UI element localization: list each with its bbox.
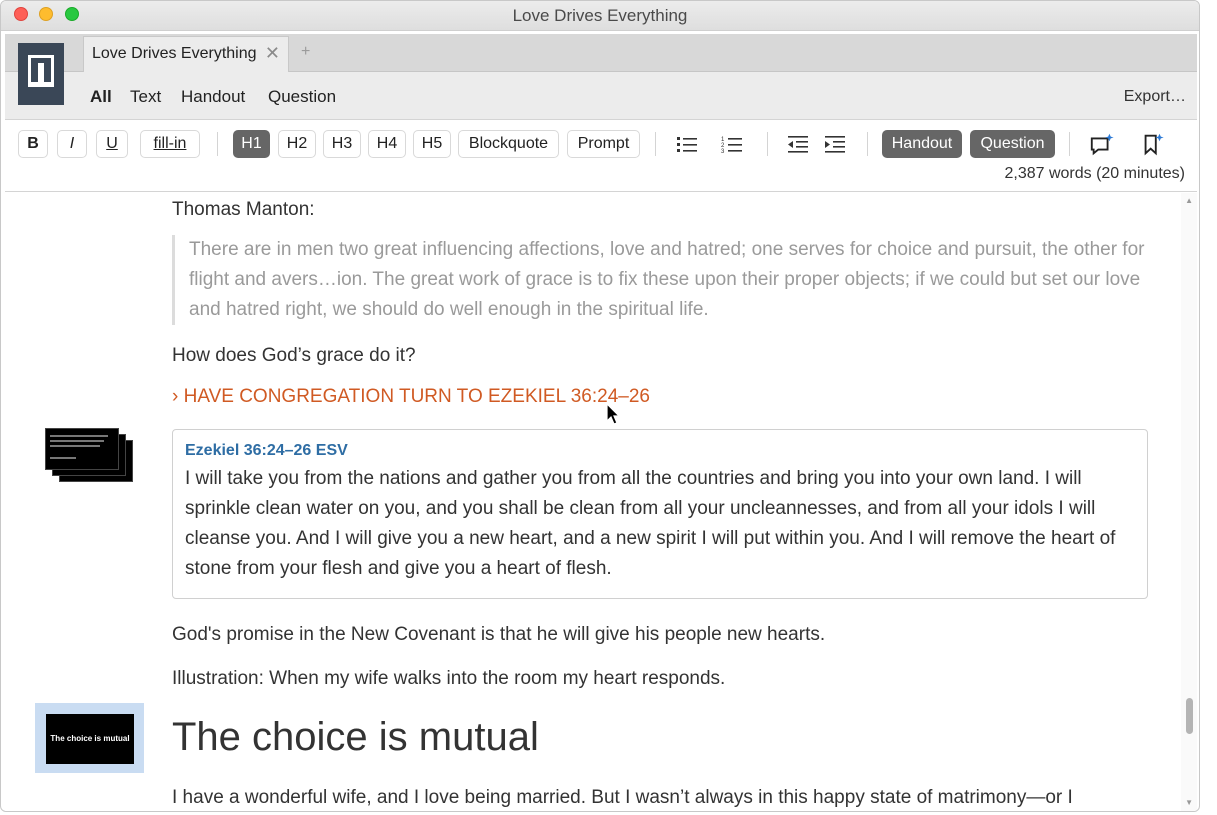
fill-in-button[interactable]: fill-in <box>140 130 200 158</box>
indent-icon[interactable] <box>822 132 848 156</box>
add-comment-icon[interactable] <box>1089 132 1115 156</box>
scripture-text: I will take you from the nations and gather you from all the countries and bring you into your own land. I will sprinkle clean water on you, and you shall be clean from all your uncleannesses, and from all your idols I will cleanse you. And I will give you a new heart, and a new spirit I will put within you. And I will remove the heart of stone from your flesh and give you a heart of flesh. <box>185 468 1116 579</box>
word-count: 2,387 words (20 minutes) <box>1004 165 1185 182</box>
numbered-list-icon[interactable] <box>720 132 746 156</box>
scroll-down-arrow-icon[interactable]: ▼ <box>1185 798 1193 807</box>
add-bookmark-icon[interactable] <box>1140 132 1166 156</box>
speaker-paragraph[interactable]: Thomas Manton: <box>172 199 315 220</box>
export-button[interactable]: Export… <box>1123 88 1186 105</box>
heading-slide-thumbnail[interactable] <box>35 703 144 773</box>
filter-question[interactable]: Question <box>268 87 337 106</box>
section-heading[interactable]: The choice is mutual <box>172 715 539 759</box>
underline-button[interactable]: U <box>96 130 128 158</box>
scroll-thumb[interactable] <box>1186 698 1193 734</box>
h4-button[interactable]: H4 <box>368 130 406 158</box>
document-editor[interactable] <box>5 193 1197 812</box>
toolbar-divider <box>767 132 768 156</box>
h3-button[interactable]: H3 <box>323 130 361 158</box>
handout-button[interactable]: Handout <box>882 130 962 158</box>
prompt-button[interactable]: Prompt <box>567 130 640 158</box>
filter-bar <box>5 72 1197 120</box>
bulleted-list-icon[interactable] <box>675 132 701 156</box>
toolbar-divider <box>867 132 868 156</box>
blockquote-button[interactable]: Blockquote <box>458 130 559 158</box>
blockquote-paragraph[interactable]: There are in men two great influencing affections, love and hatred; one serves for choice and pursuit, the other for flight and avers…ion. The great work of grace is to fix these upon their proper objects; if we could but set our love and hatred right, we should do well enough in the spiritual life. <box>172 235 1152 325</box>
mouse-pointer-icon <box>606 403 622 427</box>
document-tab-label: Love Drives Everything <box>92 45 257 62</box>
app-logo-icon[interactable] <box>18 43 64 105</box>
svg-text:2: 2 <box>721 143 725 149</box>
toolbar-divider <box>217 132 218 156</box>
bold-button[interactable]: B <box>18 130 48 158</box>
vertical-scrollbar[interactable] <box>1181 193 1197 812</box>
h5-button[interactable]: H5 <box>413 130 451 158</box>
formatting-toolbar <box>5 120 1197 192</box>
toolbar-divider <box>655 132 656 156</box>
filter-handout[interactable]: Handout <box>181 87 246 106</box>
question-button[interactable]: Question <box>970 130 1055 158</box>
scripture-reference-link[interactable]: Ezekiel 36:24–26 ESV <box>185 442 348 459</box>
illustration-paragraph[interactable]: Illustration: When my wife walks into the room my heart responds. <box>172 668 726 689</box>
svg-text:3: 3 <box>721 149 725 155</box>
outdent-icon[interactable] <box>785 132 811 156</box>
svg-text:1: 1 <box>721 137 725 143</box>
filter-text[interactable]: Text <box>130 87 162 106</box>
slide-label: The choice is mutual <box>46 714 134 764</box>
body-paragraph[interactable]: I have a wonderful wife, and I love being married. But I wasn’t always in this happy state of matrimony—or I <box>172 787 1073 808</box>
scripture-slides-thumbnail[interactable] <box>45 428 135 484</box>
promise-paragraph[interactable]: God's promise in the New Covenant is that he will give his people new hearts. <box>172 624 826 645</box>
h2-button[interactable]: H2 <box>278 130 316 158</box>
h1-button[interactable]: H1 <box>233 130 270 158</box>
italic-button[interactable]: I <box>57 130 87 158</box>
question-paragraph[interactable]: How does God’s grace do it? <box>172 345 416 366</box>
title-bar <box>1 1 1199 31</box>
close-tab-icon[interactable]: ✕ <box>264 43 280 63</box>
window-title: Love Drives Everything <box>512 6 688 25</box>
scroll-up-arrow-icon[interactable]: ▲ <box>1185 196 1193 205</box>
new-tab-button[interactable]: + <box>301 43 311 60</box>
toolbar-divider <box>1069 132 1070 156</box>
document-tab[interactable] <box>83 36 289 72</box>
scripture-block[interactable] <box>172 429 1148 599</box>
filter-all[interactable]: All <box>90 87 112 106</box>
prompt-cue[interactable]: › HAVE CONGREGATION TURN TO EZEKIEL 36:24–26 <box>172 386 650 407</box>
